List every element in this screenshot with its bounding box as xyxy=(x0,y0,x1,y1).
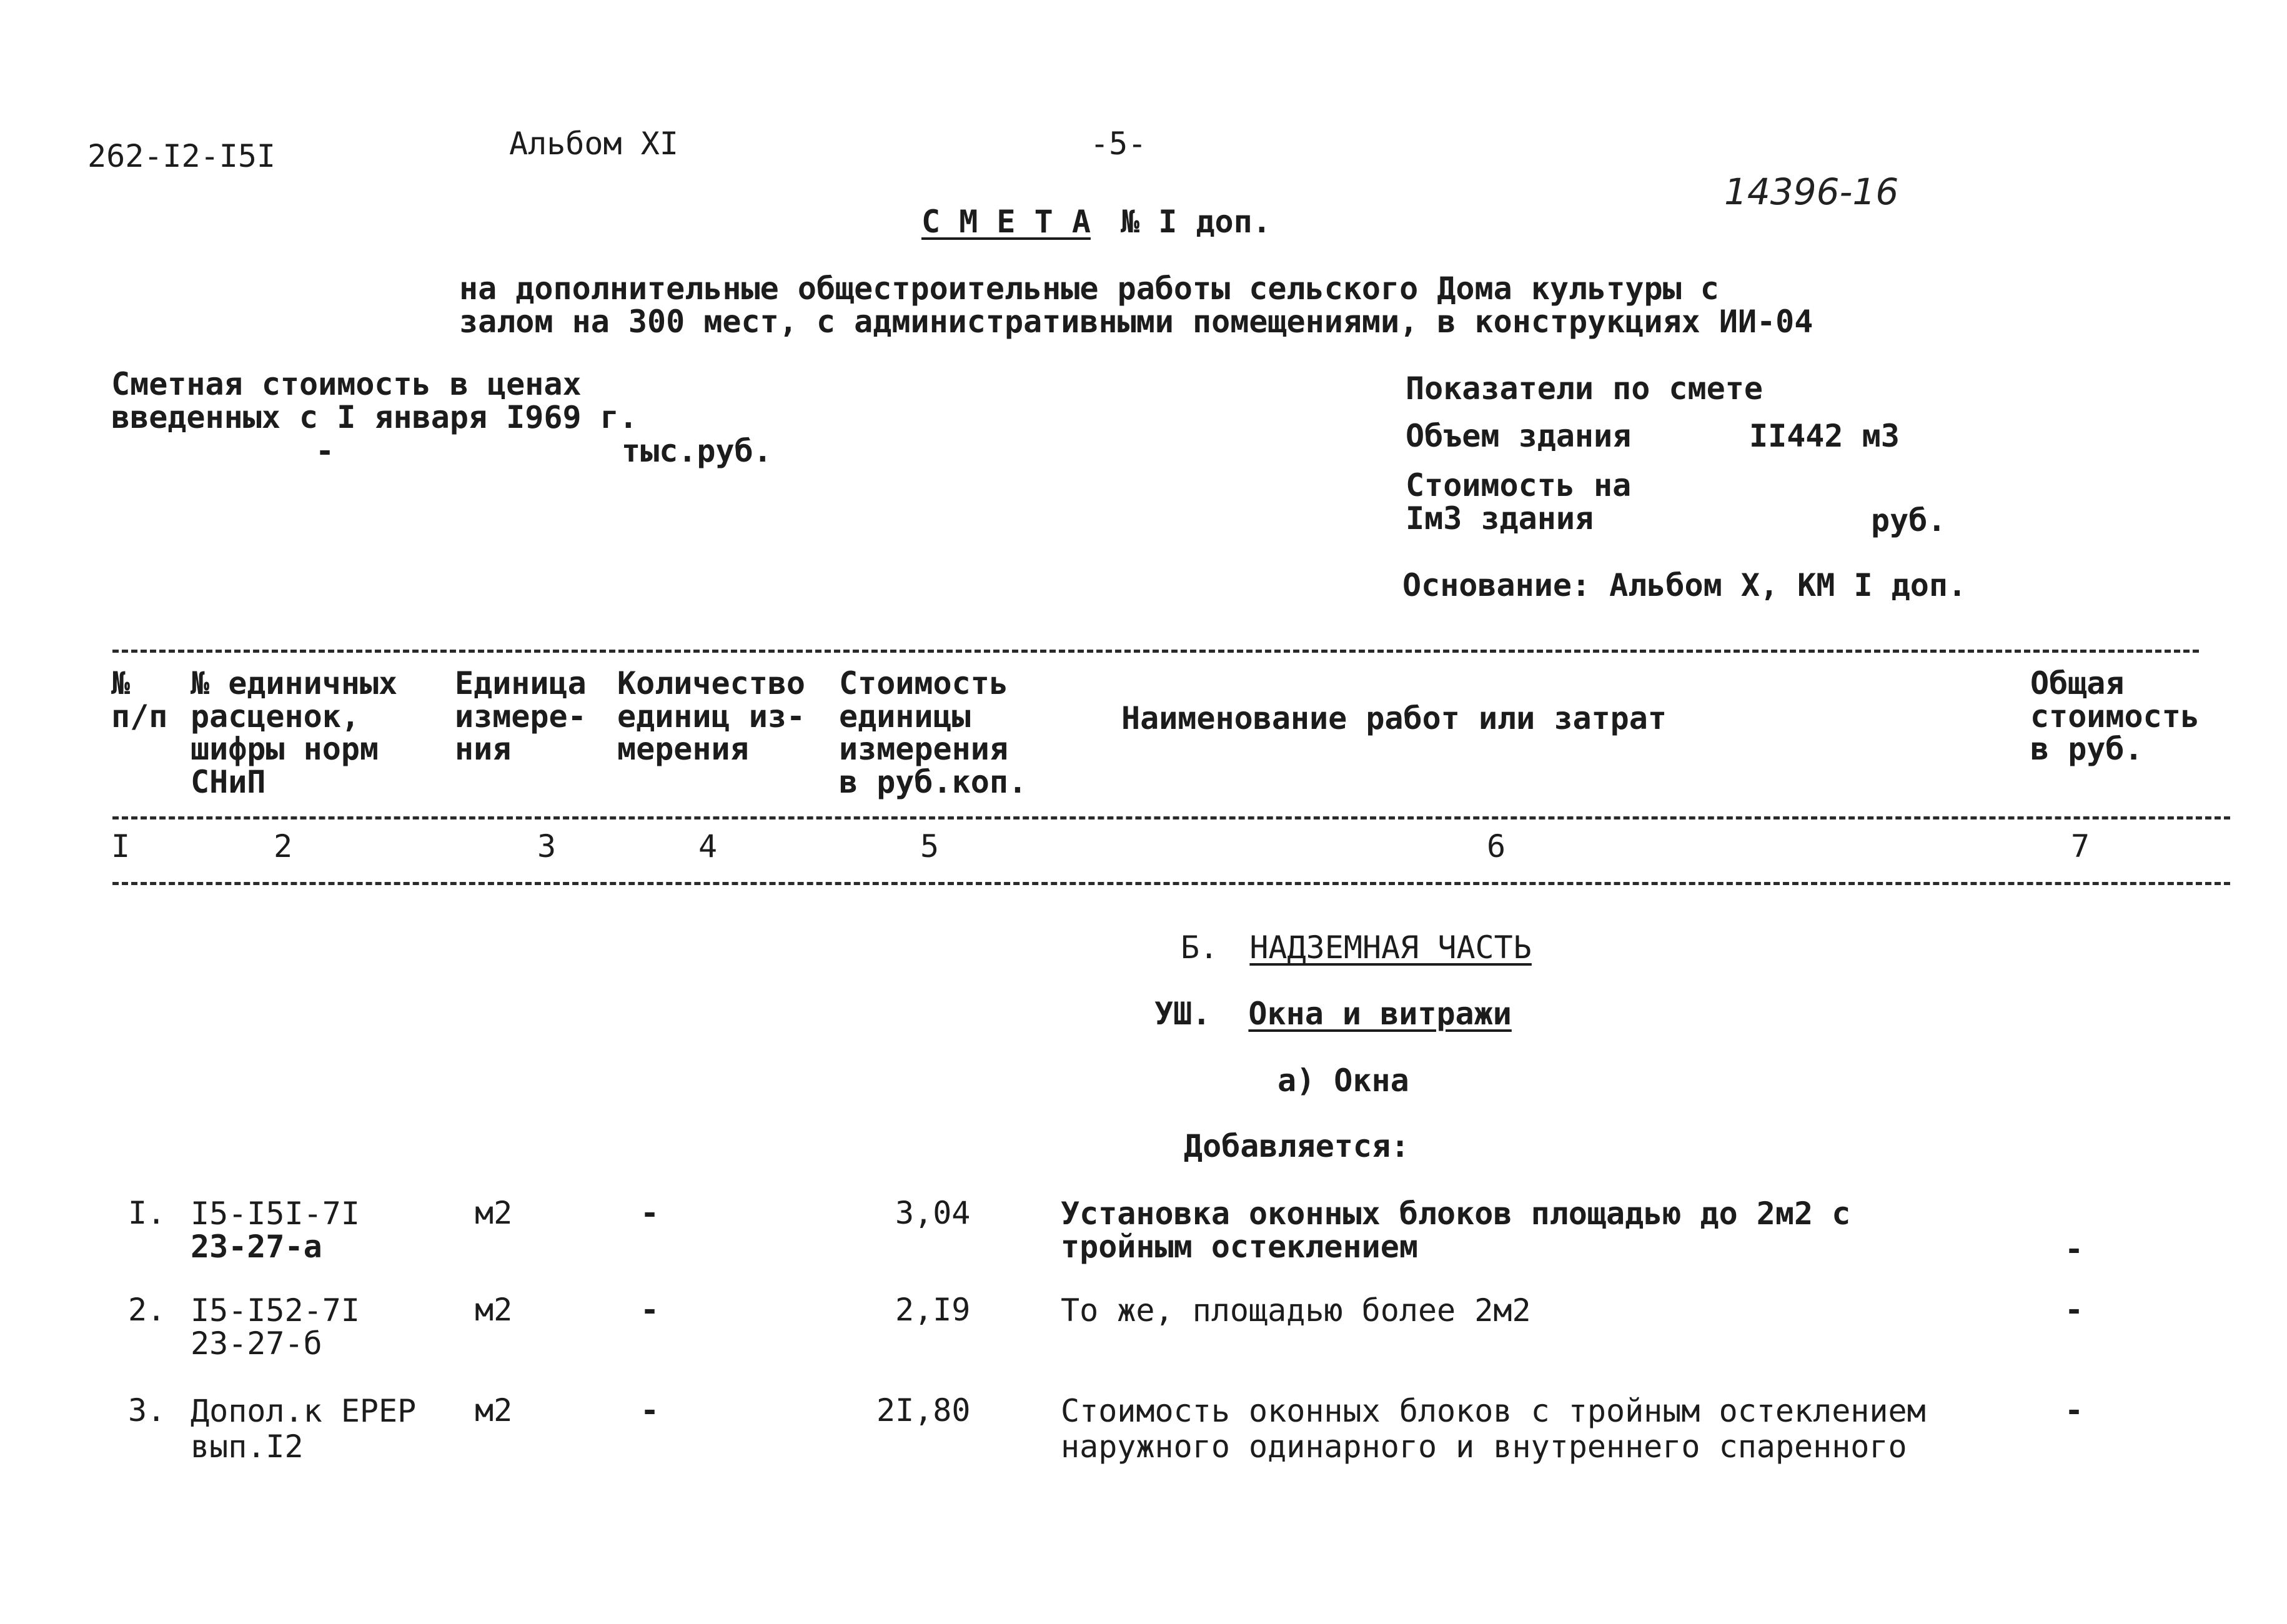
row-number: 3. xyxy=(128,1392,166,1428)
column-number-4: 4 xyxy=(698,828,718,864)
building-volume-label: Объем здания xyxy=(1406,418,1632,454)
album-label: Альбом XI xyxy=(509,126,678,162)
header-col-7: Общая стоимость в руб. xyxy=(2030,665,2200,767)
estimate-title xyxy=(921,204,1271,240)
estimate-title-word: С М Е Т А xyxy=(921,204,1091,240)
column-number-6: 6 xyxy=(1487,828,1506,864)
row-code: I5-I52-7I 23-27-б xyxy=(191,1292,360,1362)
table-top-rule xyxy=(112,650,2199,653)
row-code: I5-I5I-7I 23-27-а xyxy=(191,1196,360,1265)
header-col-1: № п/п xyxy=(111,665,168,735)
subtitle-line-2: залом на 300 мест, с административными помещениями, в конструкциях ИИ-04 xyxy=(459,304,1813,340)
page-number: -5- xyxy=(1090,126,1147,162)
row-number: 2. xyxy=(128,1292,166,1328)
row-work-name: То же, площадью более 2м2 xyxy=(1061,1292,1531,1329)
row-quantity: - xyxy=(640,1292,660,1328)
row-quantity: - xyxy=(640,1392,660,1428)
cost-line-2: введенных с I января I969 г. xyxy=(111,399,638,435)
cost-per-m3-label-1: Стоимость на xyxy=(1406,467,1632,503)
row-code: Допол.к ЕРЕР вып.I2 xyxy=(191,1393,417,1465)
handwritten-number: 14396-16 xyxy=(1724,171,1899,213)
row-unit: м2 xyxy=(475,1392,513,1428)
row-unit: м2 xyxy=(475,1292,513,1328)
section-b-heading: Б. НАДЗЕМНАЯ ЧАСТЬ xyxy=(1181,929,1532,966)
column-number-2: 2 xyxy=(274,828,293,864)
indicators-title: Показатели по смете xyxy=(1406,370,1763,407)
cost-per-m3-unit: руб. xyxy=(1871,502,1947,538)
table-header-rule xyxy=(112,816,2230,819)
row-unit-price: 2I,80 xyxy=(876,1392,971,1428)
row-unit: м2 xyxy=(475,1195,513,1231)
basis-reference: Основание: Альбом X, КМ I доп. xyxy=(1402,567,1967,603)
column-number-7: 7 xyxy=(2071,828,2090,864)
row-work-name: Стоимость оконных блоков с тройным остеклением наружного одинарного и внутреннего спаренного xyxy=(1061,1393,1926,1465)
row-unit-price: 3,04 xyxy=(895,1195,971,1231)
subsection-windows: а) Окна xyxy=(1277,1062,1409,1099)
header-col-3: Единица измере- ния xyxy=(455,665,587,767)
header-col-6: Наименование работ или затрат xyxy=(1121,700,1667,736)
building-volume-value: II442 м3 xyxy=(1749,418,1900,454)
row-quantity: - xyxy=(640,1195,660,1231)
column-number-3: 3 xyxy=(537,828,557,864)
cost-dash: - xyxy=(315,433,335,469)
row-work-name: Установка оконных блоков площадью до 2м2 с тройным остеклением xyxy=(1061,1196,1851,1265)
row-total: - xyxy=(2065,1231,2084,1267)
cost-per-m3-label-2: Iм3 здания xyxy=(1406,500,1594,537)
row-number: I. xyxy=(128,1195,166,1231)
document-code: 262-I2-I5I xyxy=(87,138,276,174)
header-col-5: Стоимость единицы измерения в руб.коп. xyxy=(839,665,1028,800)
row-total: - xyxy=(2065,1292,2084,1328)
row-unit-price: 2,I9 xyxy=(895,1292,971,1328)
table-numbers-rule xyxy=(112,882,2230,885)
section-viii-heading: УШ. Окна и витражи xyxy=(1154,996,1512,1032)
subtitle-line-1: на дополнительные общестроительные работы сельского Дома культуры с xyxy=(459,270,1719,307)
estimate-title-rest: № I доп. xyxy=(1121,204,1271,240)
cost-unit: тыс.руб. xyxy=(622,433,772,469)
column-number-5: 5 xyxy=(920,828,940,864)
cost-line-1: Сметная стоимость в ценах xyxy=(111,366,582,402)
row-total: - xyxy=(2065,1392,2084,1428)
header-col-4: Количество единиц из- мерения xyxy=(617,665,806,767)
column-number-1: I xyxy=(111,828,131,864)
header-col-2: № единичных расценок, шифры норм СНиП xyxy=(191,665,398,800)
added-label: Добавляется: xyxy=(1184,1128,1410,1164)
